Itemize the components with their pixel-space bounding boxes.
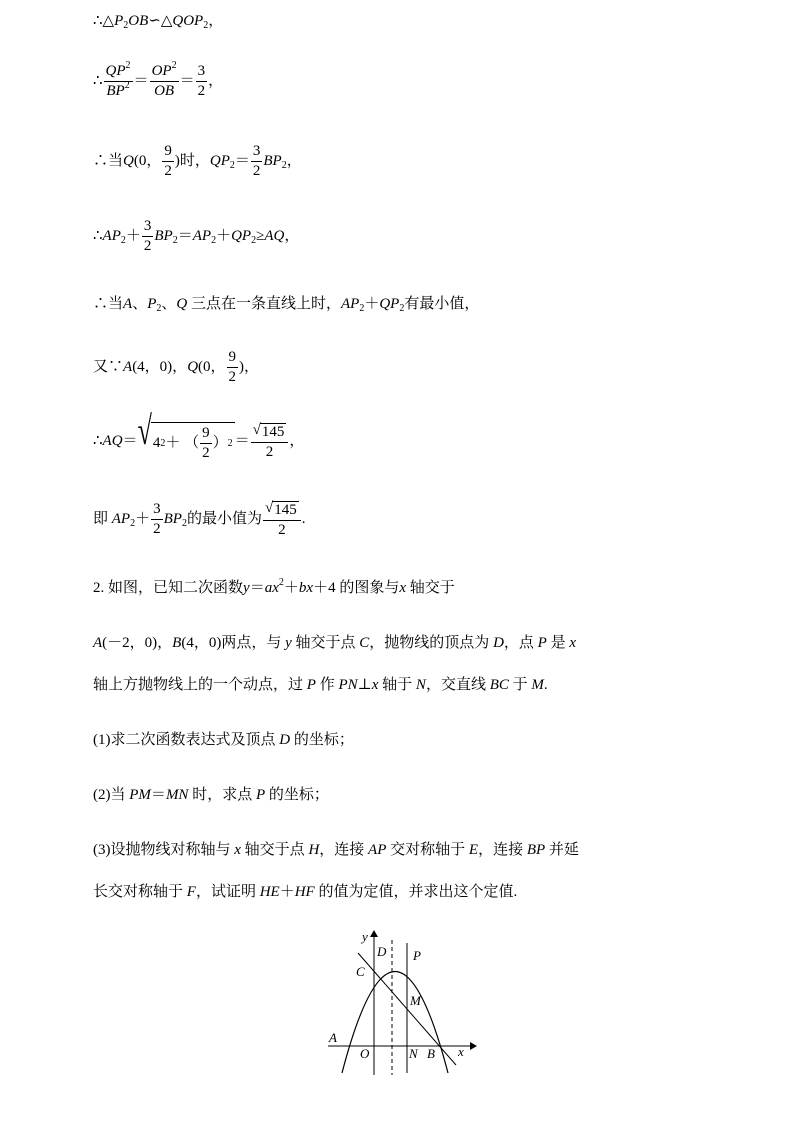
subscript: 2: [211, 234, 217, 246]
var: AP: [111, 510, 131, 527]
text: ，: [289, 432, 305, 449]
var: QP: [379, 296, 400, 312]
ratio-line: [93, 60, 224, 99]
problem-line-1: [93, 576, 455, 597]
question-1: [93, 728, 354, 749]
text: ，连接: [319, 842, 369, 858]
text: ＝: [133, 72, 149, 89]
text: 轴交于: [406, 580, 455, 596]
text: 轴于: [378, 677, 416, 693]
text: ＋: [283, 580, 299, 596]
text: ，点: [503, 635, 538, 651]
text: 作: [315, 677, 339, 693]
text: (－2，0)，: [102, 635, 173, 651]
var: AP: [102, 227, 121, 244]
var: P: [306, 677, 316, 693]
var: BP: [154, 227, 173, 244]
var: A: [123, 358, 133, 375]
subscript: 2: [156, 303, 162, 314]
label-a: A: [329, 1030, 337, 1045]
var: BP: [263, 152, 282, 169]
subscript: 2: [251, 234, 257, 246]
fraction-3-2: $\frac{3}{2}$: [153, 501, 161, 537]
text: (4，0)两点，与: [181, 635, 286, 651]
label-x: x: [458, 1044, 464, 1059]
text: ＝: [122, 432, 138, 449]
var: HF: [294, 884, 315, 900]
var: QP: [105, 63, 126, 79]
text: ＝: [234, 152, 250, 169]
text: .: [543, 677, 548, 693]
var: A: [93, 635, 103, 651]
text: ，连接: [478, 842, 527, 858]
label-d: D: [377, 944, 387, 959]
var: D: [493, 635, 504, 651]
text: ＝: [179, 72, 195, 89]
text: (0，: [133, 152, 162, 169]
text: ＋: [135, 510, 151, 527]
text: (2)当: [93, 787, 130, 803]
text: 三点在一条直线上时，: [187, 296, 341, 312]
text: ，抛物线的顶点为: [369, 635, 494, 651]
text: 、: [161, 296, 177, 312]
text: ，: [208, 72, 224, 89]
text: ∴当: [93, 152, 124, 169]
var: OP: [151, 63, 172, 79]
var: AP: [341, 296, 360, 312]
label-o: O: [360, 1046, 370, 1061]
question-2: [93, 783, 329, 804]
var: H: [308, 842, 320, 858]
label-m: M: [410, 993, 421, 1008]
fraction-3-2: $\frac{3}{2}$: [252, 143, 261, 179]
text: ＋4 的图象与: [313, 580, 400, 596]
text: ，交直线: [425, 677, 490, 693]
text: 有最小值，: [404, 296, 480, 312]
text: ，试证明: [195, 884, 260, 900]
var: x: [399, 580, 406, 596]
var: D: [279, 732, 291, 748]
text: 轴上方抛物线上的一个动点，过: [93, 677, 307, 693]
text: ＋: [279, 884, 295, 900]
label-n: N: [409, 1046, 418, 1061]
label-c: C: [356, 964, 365, 979]
var: P: [114, 13, 124, 29]
text: 的值为定值，并求出这个定值.: [314, 884, 518, 900]
subscript: 2: [203, 20, 209, 31]
text: (0，: [198, 358, 226, 375]
subscript: 2: [130, 517, 136, 529]
text: )，: [239, 358, 260, 375]
text: ⊥: [357, 677, 372, 693]
text: 长交对称轴于: [93, 884, 187, 900]
inequality-line: [93, 219, 299, 254]
text: 又∵: [93, 358, 124, 375]
min-value-line: [93, 501, 305, 538]
subscript: 2: [123, 20, 129, 31]
subscript: 2: [229, 159, 235, 171]
text: ＋ （: [165, 435, 200, 451]
text: ，: [284, 227, 300, 244]
var: BP: [526, 842, 546, 858]
fraction-9-2: $\frac{9}{2}$: [228, 349, 237, 385]
var: C: [359, 635, 370, 651]
text: ∴: [93, 432, 103, 449]
var: QP: [209, 152, 230, 169]
problem-line-3: [93, 673, 548, 694]
fraction-3-2: $\frac{3}{2}$: [197, 63, 206, 99]
text: (1)求二次函数表达式及顶点: [93, 732, 280, 748]
var: PN: [338, 677, 358, 693]
text: ≥: [256, 227, 265, 244]
text: ＋: [125, 227, 141, 244]
fraction-root145-2: √ 145 2: [251, 423, 289, 460]
text: )时，: [174, 152, 210, 169]
question-3-line-1: [93, 838, 579, 859]
var: N: [415, 677, 426, 693]
var: ax: [264, 580, 279, 596]
var: BP: [163, 510, 182, 527]
var: x: [371, 677, 379, 693]
fraction-qp-bp: [104, 60, 133, 99]
subscript: 2: [120, 234, 126, 246]
var: OB∽△QOP: [128, 13, 204, 29]
fraction-op-ob: [150, 60, 179, 99]
text: 的最小值为: [186, 510, 262, 527]
var: x: [569, 635, 577, 651]
text: ）: [212, 435, 228, 451]
similar-triangles-line: [93, 14, 223, 29]
text: ∴当: [93, 296, 124, 312]
text: ＝: [249, 580, 265, 596]
var: y: [285, 635, 292, 651]
exponent: 2: [124, 80, 130, 91]
exponent: 2: [125, 60, 131, 71]
text: ＝: [150, 787, 166, 803]
var: AP: [192, 227, 212, 244]
var: MN: [165, 787, 189, 803]
fraction-root145-2: √ 145 2: [263, 501, 301, 538]
fraction-9-2: $\frac{9}{2}$: [202, 425, 210, 461]
aq-length-line: [93, 408, 305, 461]
text: 轴交于点: [240, 842, 309, 858]
fraction-3-2: $\frac{3}{2}$: [143, 218, 152, 254]
text: 于: [508, 677, 532, 693]
text: 时，求点: [188, 787, 256, 803]
var: AQ: [264, 227, 285, 244]
var: BC: [489, 677, 509, 693]
var: bx: [298, 580, 314, 596]
var: x: [234, 842, 241, 858]
label-p: P: [413, 948, 421, 963]
var: F: [186, 884, 196, 900]
var: PM: [129, 787, 151, 803]
var: Q: [123, 152, 134, 169]
var: QP: [231, 227, 252, 244]
text: ，: [208, 13, 224, 29]
subscript: 2: [172, 234, 178, 246]
subscript: 2: [359, 303, 365, 314]
text: ＋: [364, 296, 380, 312]
text: 4: [152, 435, 161, 451]
text: ∴△: [93, 13, 115, 29]
subscript: 2: [181, 517, 187, 529]
text: ＝: [177, 227, 193, 244]
subscript: 2: [281, 159, 287, 171]
var: AP: [368, 842, 387, 858]
exponent: 2: [171, 60, 177, 71]
label-b: B: [427, 1046, 435, 1061]
var: y: [243, 580, 250, 596]
text: ＝: [234, 432, 250, 449]
label-y: y: [362, 929, 368, 944]
var: P: [537, 635, 547, 651]
parabola-figure: [320, 925, 480, 1080]
text: ，: [286, 152, 302, 169]
text: 是: [546, 635, 570, 651]
text: ＋: [216, 227, 232, 244]
var: Q: [176, 296, 188, 312]
collinear-line: [93, 297, 479, 312]
var: B: [172, 635, 182, 651]
y-axis-arrow: [370, 930, 378, 937]
text: (3)设抛物线对称轴与: [93, 842, 235, 858]
exponent: 2: [278, 577, 284, 588]
text: 、: [132, 296, 148, 312]
text: 交对称轴于: [386, 842, 469, 858]
text: 并延: [545, 842, 579, 858]
text: ∴: [93, 227, 103, 244]
var: A: [123, 296, 133, 312]
text: 的坐标；: [290, 732, 354, 748]
text: 轴交于点: [291, 635, 360, 651]
square-root: √ 4 2 ＋ （ $\frac{9}{2}$ ） 2: [137, 408, 233, 461]
when-q-line: [93, 144, 302, 179]
var: AQ: [102, 432, 123, 449]
var: P: [147, 296, 157, 312]
question-3-line-2: [93, 880, 517, 901]
var: E: [468, 842, 479, 858]
subscript: 2: [399, 303, 405, 314]
var: BP: [106, 83, 125, 99]
text: (4，0)，: [132, 358, 188, 375]
given-points-line: [93, 350, 259, 385]
var: Q: [187, 358, 199, 375]
problem-line-2: [93, 631, 576, 652]
x-axis-arrow: [470, 1042, 477, 1050]
text: 即: [93, 510, 112, 527]
var: OB: [154, 83, 175, 99]
var: M: [531, 677, 544, 693]
text: 2. 如图，已知二次函数: [93, 580, 244, 596]
text: 的坐标；: [265, 787, 329, 803]
var: P: [255, 787, 266, 803]
text: ∴: [93, 72, 103, 89]
text: .: [301, 510, 306, 527]
fraction-9-2: $\frac{9}{2}$: [164, 143, 172, 179]
var: HE: [259, 884, 280, 900]
